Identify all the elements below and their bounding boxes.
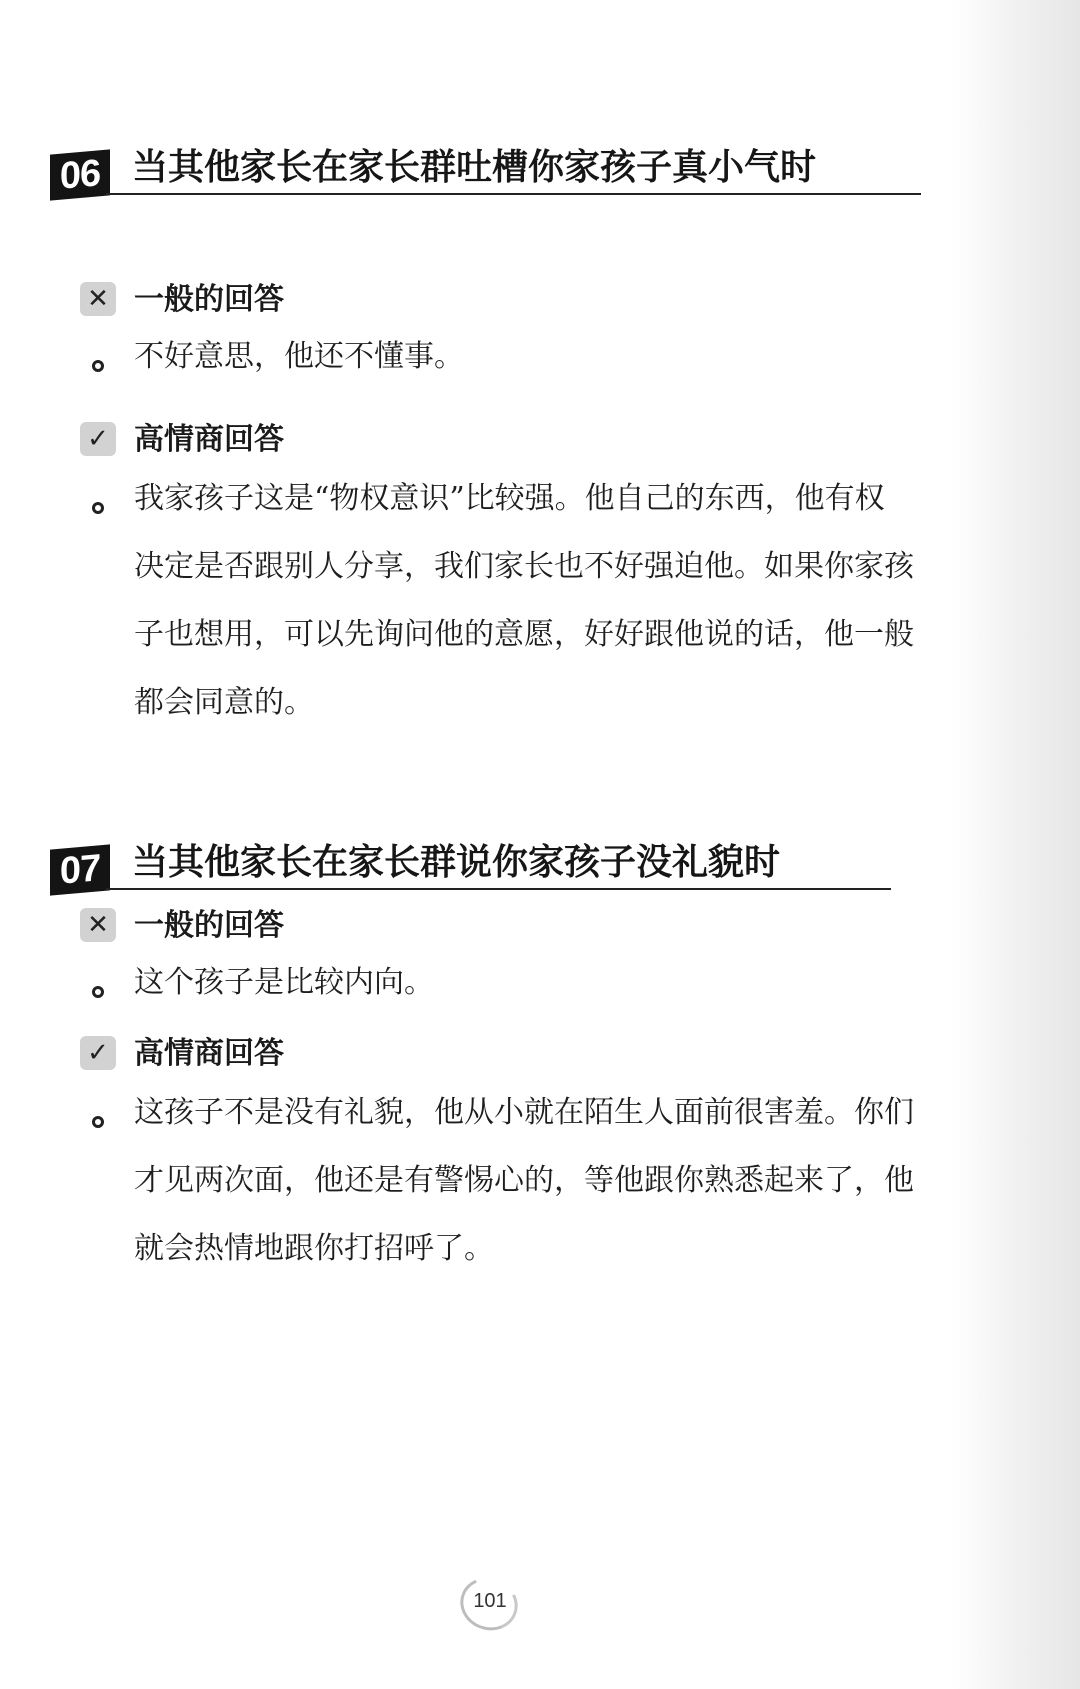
title-underline — [106, 193, 921, 195]
section-number-badge: 07 — [50, 844, 110, 895]
check-icon: ✓ — [80, 1036, 116, 1070]
eq-answer-text: 我家孩子这是“物权意识”比较强。他自己的东西，他有权决定是否跟别人分享，我们家长也不好强迫他。如果你家孩子也想用，可以先询问他的意愿，好好跟他说的话，他一般都会同意的。 — [134, 481, 914, 720]
cross-icon: ✕ — [80, 282, 116, 316]
cross-icon: ✕ — [80, 908, 116, 942]
eq-answer-text: 这孩子不是没有礼貌，他从小就在陌生人面前很害羞。你们才见两次面，他还是有警惕心的，等他跟你熟悉起来了，他就会热情地跟你打招呼了。 — [134, 1095, 914, 1266]
page-number: 101 — [473, 1590, 507, 1612]
general-answer-text: 不好意思，他还不懂事。 — [134, 339, 464, 374]
bullet-circle-icon — [92, 360, 104, 372]
eq-label-text: 高情商回答 — [134, 1036, 284, 1071]
check-icon: ✓ — [80, 422, 116, 456]
bullet-circle-icon — [92, 986, 104, 998]
section-title: 当其他家长在家长群说你家孩子没礼貌时 — [132, 842, 781, 883]
general-answer-text: 这个孩子是比较内向。 — [134, 965, 434, 1000]
bullet-circle-icon — [92, 502, 104, 514]
section-number-badge: 06 — [50, 149, 110, 200]
page-number-badge — [455, 1578, 525, 1634]
title-underline — [106, 888, 891, 890]
general-label-text: 一般的回答 — [134, 908, 284, 943]
general-label-text: 一般的回答 — [134, 282, 284, 317]
bullet-circle-icon — [92, 1116, 104, 1128]
section-title: 当其他家长在家长群吐槽你家孩子真小气时 — [132, 147, 817, 188]
eq-label-text: 高情商回答 — [134, 422, 284, 457]
